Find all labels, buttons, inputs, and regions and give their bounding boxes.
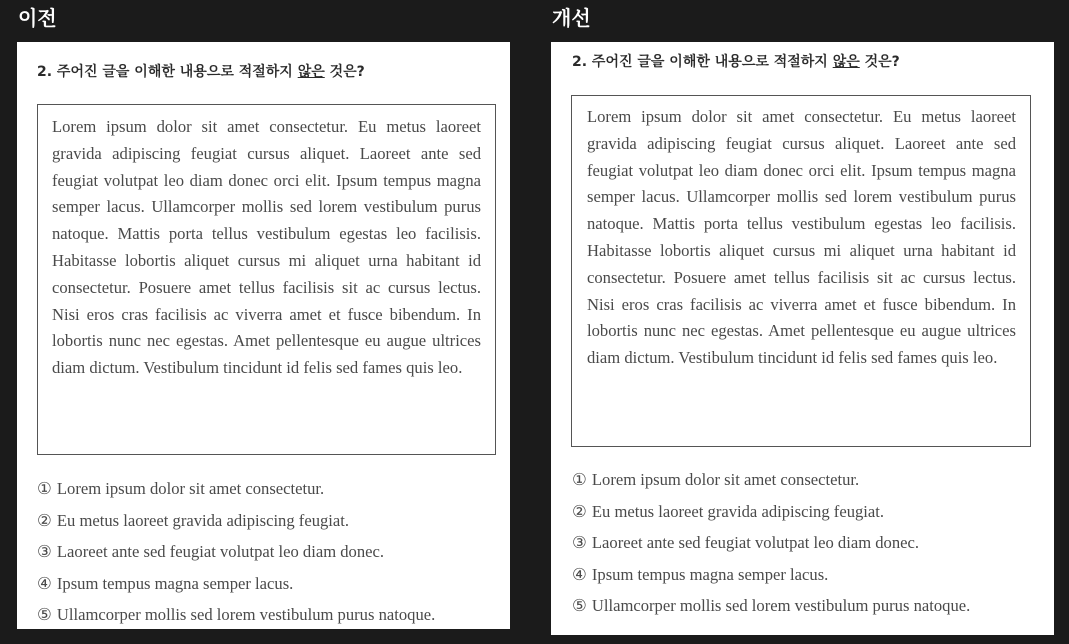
reading-passage: Lorem ipsum dolor sit amet consectetur. Eu metus laoreet gravida adipiscing feugiat cursus aliquet. Laoreet ante sed feugiat volutpat leo diam donec orci elit. Ipsum tempus magna semper lacus. Ullamcorper mollis sed lorem vestibulum purus natoque. Mattis porta tellus vestibulum egestas leo facilisis. Habitasse lobortis aliquet cursus mi aliquet urna habitant id consectetur. Posuere amet tellus facilisis sit ac cursus lectus. Nisi eros cras facilisis ac viverra amet et fusce bibendum. In lobortis nunc nec egestas. Amet pellentesque eu augue ultrices diam dictum. Vestibulum tincidunt id felis sed fames quis leo. [571, 95, 1031, 447]
answer-option-2[interactable] [572, 496, 970, 528]
answer-option-3[interactable] [572, 527, 970, 559]
answer-option-3[interactable] [37, 536, 435, 568]
option-text: Laoreet ante sed feugiat volutpat leo diam donec. [56, 542, 385, 561]
option-text: Lorem ipsum dolor sit amet consectetur. [591, 470, 860, 489]
reading-passage: Lorem ipsum dolor sit amet consectetur. Eu metus laoreet gravida adipiscing feugiat cursus aliquet. Laoreet ante sed feugiat volutpat leo diam donec orci elit. Ipsum tempus magna semper lacus. Ullamcorper mollis sed lorem vestibulum purus natoque. Mattis porta tellus vestibulum egestas leo facilisis. Habitasse lobortis aliquet cursus mi aliquet urna habitant id consectetur. Posuere amet tellus facilisis sit ac cursus lectus. Nisi eros cras facilisis ac viverra amet et fusce bibendum. In lobortis nunc nec egestas. Amet pellentesque eu augue ultrices diam dictum. Vestibulum tincidunt id felis sed fames quis leo. [37, 104, 496, 455]
option-number: ② [572, 501, 587, 521]
after-question-card [551, 42, 1054, 635]
question-prefix: 2. 주어진 글을 이해한 내용으로 적절하지 [37, 64, 298, 80]
option-text: Ipsum tempus magna semper lacus. [56, 573, 294, 593]
question-prefix: 2. 주어진 글을 이해한 내용으로 적절하지 [572, 54, 833, 70]
answer-options [37, 473, 435, 631]
option-number: ① [37, 479, 52, 498]
option-text: Ullamcorper mollis sed lorem vestibulum purus natoque. [591, 596, 971, 615]
question-text [37, 62, 365, 82]
option-number: ⑤ [37, 605, 52, 624]
before-question-card [17, 42, 510, 629]
answer-options [572, 464, 970, 622]
question-emphasis: 않은 [297, 64, 325, 80]
option-text: Ullamcorper mollis sed lorem vestibulum purus natoque. [56, 605, 436, 624]
option-number: ③ [37, 542, 52, 561]
answer-option-1[interactable] [37, 473, 435, 505]
answer-option-5[interactable] [572, 590, 970, 622]
option-number: ① [572, 470, 587, 489]
answer-option-2[interactable] [37, 505, 435, 537]
answer-option-4[interactable] [37, 568, 435, 600]
option-text: Laoreet ante sed feugiat volutpat leo diam donec. [591, 533, 920, 552]
option-text: Eu metus laoreet gravida adipiscing feugiat. [56, 510, 350, 530]
answer-option-4[interactable] [572, 559, 970, 591]
question-suffix: 것은? [859, 54, 900, 70]
option-number: ④ [572, 564, 587, 584]
question-text [572, 52, 900, 72]
question-emphasis: 않은 [832, 54, 860, 70]
question-suffix: 것은? [324, 64, 365, 80]
answer-option-5[interactable] [37, 599, 435, 631]
after-label: 개선 [552, 6, 591, 30]
option-text: Eu metus laoreet gravida adipiscing feugiat. [591, 501, 885, 521]
option-number: ⑤ [572, 596, 587, 615]
option-text: Ipsum tempus magna semper lacus. [591, 564, 829, 584]
option-number: ② [37, 510, 52, 530]
before-label: 이전 [18, 6, 57, 30]
option-text: Lorem ipsum dolor sit amet consectetur. [56, 479, 325, 498]
answer-option-1[interactable] [572, 464, 970, 496]
option-number: ④ [37, 573, 52, 593]
option-number: ③ [572, 533, 587, 552]
